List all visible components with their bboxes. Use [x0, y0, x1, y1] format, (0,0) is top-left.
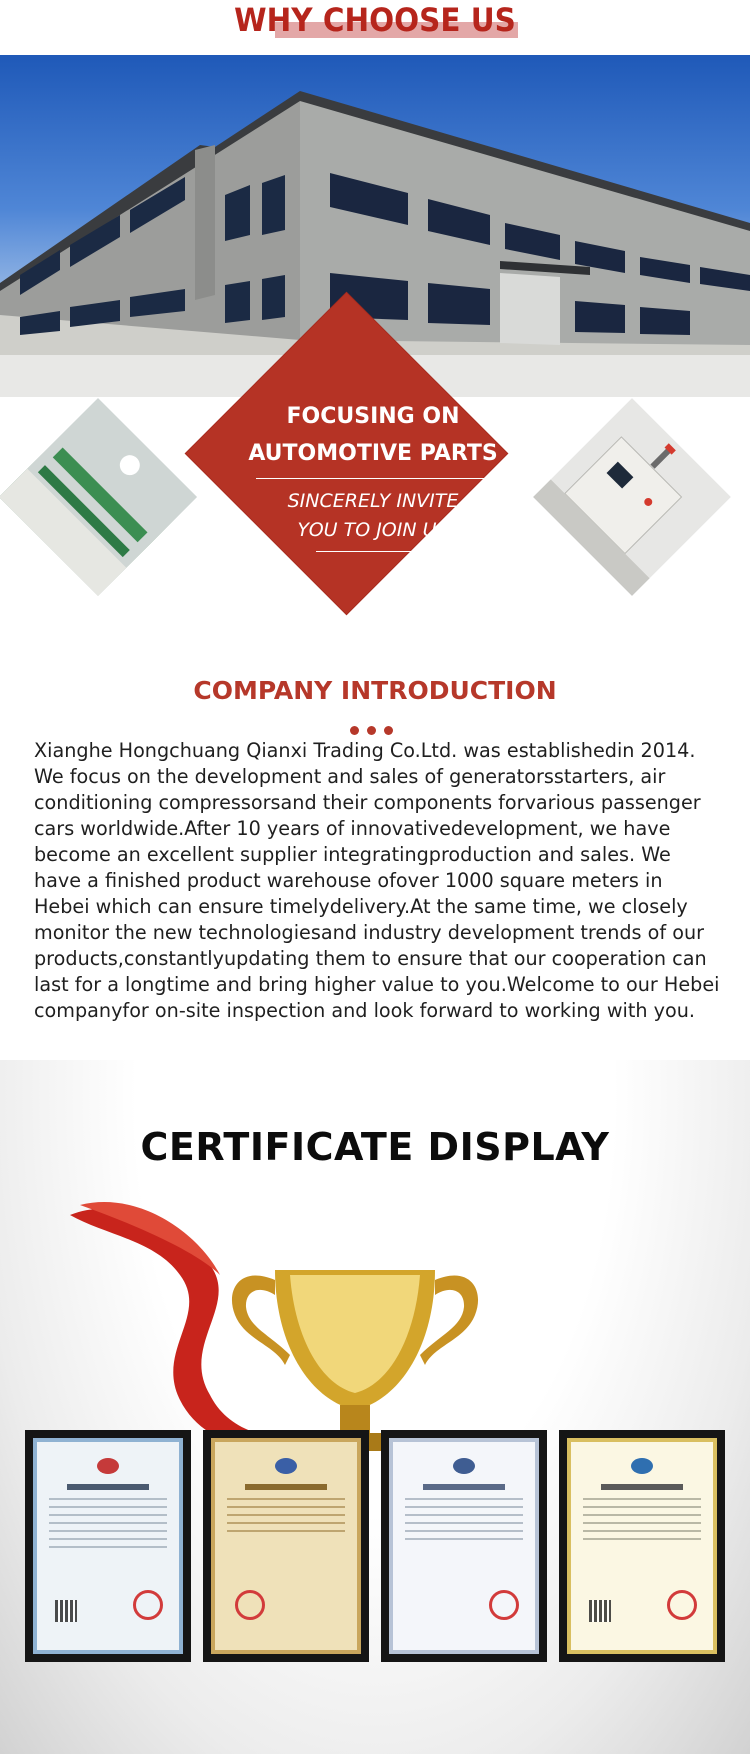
- banner-line-2: AUTOMOTIVE PARTS: [248, 441, 498, 466]
- certificate-display-heading: CERTIFICATE DISPLAY: [140, 1125, 610, 1169]
- workshop-diamond-photo: [28, 427, 168, 567]
- certificate-manufacturing-management: [381, 1430, 547, 1662]
- certificate-quality-management: [25, 1430, 191, 1662]
- banner-divider-top: [256, 478, 490, 479]
- banner-line-3: SINCERELY INVITE: [287, 490, 459, 512]
- trophy-ribbon-illustration: [60, 1195, 560, 1455]
- certificate-intellectual-property: [203, 1430, 369, 1662]
- page-title: WHY CHOOSE US: [234, 1, 516, 39]
- section-header: [0, 0, 750, 55]
- banner-divider-bottom: [316, 551, 430, 552]
- dot: [350, 726, 359, 735]
- heading-dots-decoration: [346, 720, 406, 730]
- dot: [384, 726, 393, 735]
- dot: [367, 726, 376, 735]
- banner-line-4: YOU TO JOIN US: [297, 519, 449, 541]
- company-introduction-heading: COMPANY INTRODUCTION: [193, 676, 557, 705]
- company-introduction-body: Xianghe Hongchuang Qianxi Trading Co.Ltd. was establishedin 2014. We focus on the development and sales of generatorsstarters, air conditioning compressorsand their components forvarious passenger cars worldwide.After 10 years of innovativedevelopment, we have become an excellent supplier integratingproduction and sales. We have a finished product warehouse ofover 1000 square meters in Hebei which can ensure timelydelivery.At the same time, we closely monitor the new technologiesand industry development trends of our products,constantlyupdating them to ensure that our cooperation can last for a longtime and bring higher value to you.Welcome to our Hebei companyfor on-site inspection and look forward to working with you.: [34, 739, 720, 1022]
- banner-line-1: FOCUSING ON: [286, 404, 460, 429]
- banner-text-block: [232, 398, 514, 552]
- machinery-illustration: [533, 398, 731, 596]
- machinery-diamond-photo: [562, 427, 702, 567]
- certificate-occupational-health-safety: [559, 1430, 725, 1662]
- workshop-illustration: [0, 398, 197, 596]
